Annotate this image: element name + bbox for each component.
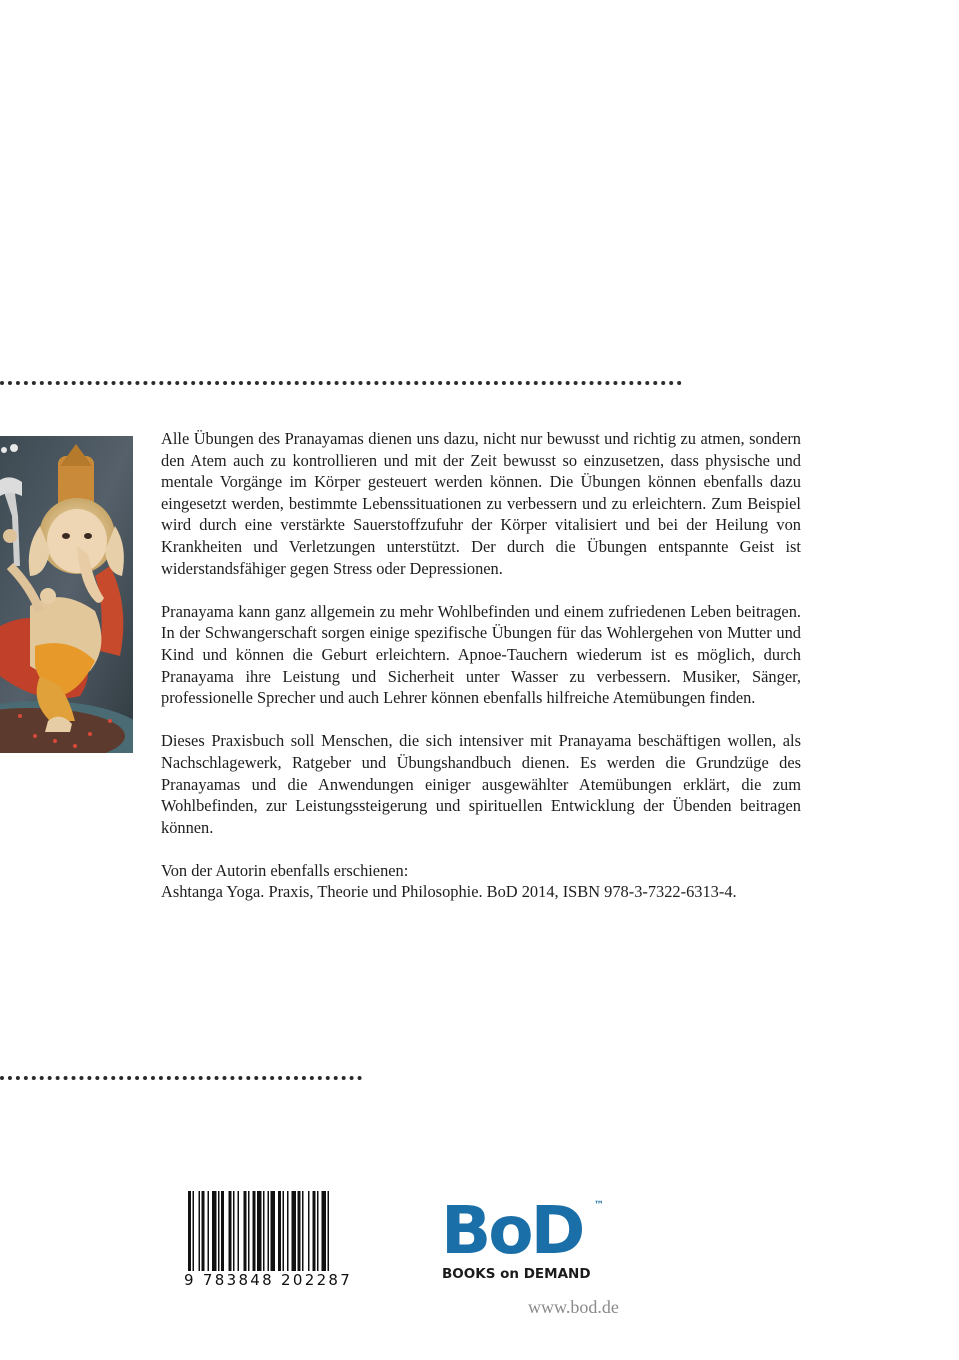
publisher-logo-text: BoD — [441, 1192, 583, 1269]
barcode-bar — [298, 1191, 301, 1273]
description-paragraph: Alle Übungen des Pranayamas dienen uns dazu, nicht nur bewusst und richtig zu atmen, sondern den Atem auch zu kontrollieren und mit der Zeit bewusst so einzusetzen, dass physische und mentale Vorgänge im Körper gesteuert werden können. Die Übungen können ebenfalls dazu eingesetzt werden, bestimmte Lebenssituationen zu verbessern und zu erleichtern. Zum Beispiel wird durch eine verstärkte Sauerstoffzufuhr der Körper vitalisiert und bei der Heilung von Krankheiten und Verletzungen unterstützt. Der durch die Übungen entspannte Geist ist widerstandsfähiger gegen Stress oder Depressionen. — [161, 429, 801, 578]
barcode-digits: 9 783848 202287 — [184, 1271, 390, 1289]
publisher-logo — [441, 1192, 611, 1269]
barcode-bar — [233, 1191, 235, 1273]
description-paragraph: Dieses Praxisbuch soll Menschen, die sich intensiver mit Pranayama beschäftigen wollen, als Nachschlagewerk, Ratgeber und Übungshandbuch dienen. Es werden die Grundzüge des Pranayamas und die Anwendungen einiger ausgewählter Atemübungen erklärt, die zum Wohlbefinden, zur Leistungssteigerung und spirituellen Entwicklung der Übenden beitragen können. — [161, 731, 801, 837]
barcode-bar — [278, 1191, 281, 1273]
barcode-bar — [268, 1191, 270, 1273]
barcode-bar — [248, 1191, 250, 1273]
barcode-bar — [193, 1191, 195, 1273]
barcode-bar — [253, 1191, 256, 1273]
barcode-bar — [292, 1191, 297, 1273]
barcode-bar — [244, 1191, 247, 1273]
other-works-heading: Von der Autorin ebenfalls erschienen: — [161, 860, 409, 880]
ganesha-painting-icon — [0, 436, 133, 753]
barcode-bar — [257, 1191, 262, 1273]
barcode-bar — [218, 1191, 220, 1273]
back-cover-description — [161, 428, 801, 903]
barcode-bar — [283, 1191, 285, 1273]
barcode-bar — [229, 1191, 232, 1273]
barcode-bar — [208, 1191, 210, 1273]
barcode-bar — [287, 1191, 289, 1273]
publisher-tagline: BOOKS on DEMAND — [442, 1266, 591, 1282]
publisher-url[interactable]: www.bod.de — [528, 1297, 619, 1317]
barcode-bar — [202, 1191, 205, 1273]
barcode-bar — [328, 1191, 330, 1273]
other-works-entry: Ashtanga Yoga. Praxis, Theorie und Philosophie. BoD 2014, ISBN 978-3-7322-6313-4. — [161, 882, 737, 902]
barcode-bar — [317, 1191, 319, 1273]
trademark-symbol: ™ — [594, 1200, 604, 1211]
description-paragraph: Pranayama kann ganz allgemein zu mehr Wohlbefinden und einem zufriedenen Leben beitragen. In der Schwangerschaft sorgen einige spezifische Übungen für das Wohlergehen von Mutter und Kind und können die Geburt erleichtern. Apnoe-Tauchern wiederum ist es möglich, durch Pranayama ihre Leistung und Sicherheit unter Wasser zu verbessern. Musiker, Sänger, professionelle Sprecher und auch Lehrer können ebenfalls hilfreiche Atemübungen finden. — [161, 601, 801, 708]
barcode-bar — [271, 1191, 276, 1273]
barcode-bar — [199, 1191, 201, 1273]
dotted-divider-top — [0, 381, 682, 385]
barcode-bar — [188, 1191, 191, 1273]
barcode-bar — [302, 1191, 304, 1273]
barcode-bar — [263, 1191, 265, 1273]
barcode-bar — [238, 1191, 240, 1273]
barcode-bar — [313, 1191, 316, 1273]
barcode-bar — [221, 1191, 224, 1273]
barcode-bar — [322, 1191, 327, 1273]
barcode-bar — [212, 1191, 217, 1273]
barcode-bar — [308, 1191, 310, 1273]
dotted-divider-bottom — [0, 1076, 362, 1080]
